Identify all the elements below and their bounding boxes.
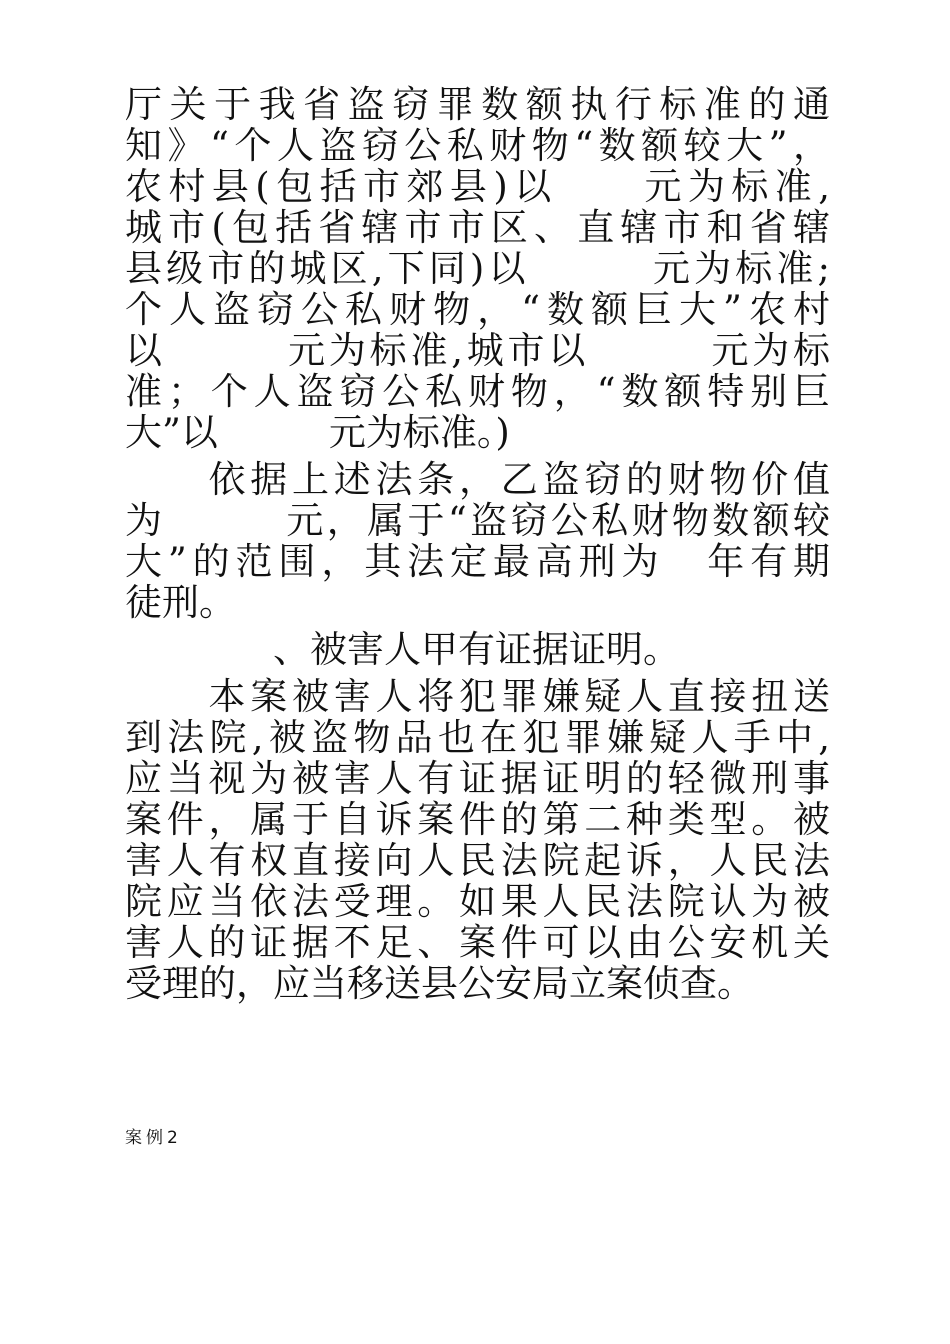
text-line: 以 元为标准,城市以 元为标 [125, 330, 830, 371]
text-line: 本案被害人将犯罪嫌疑人直接扭送 [125, 676, 830, 717]
text-line: 大”的范围，其法定最高刑为 年有期 [125, 541, 830, 582]
text-line: 厅关于我省盗窃罪数额执行标准的通 [125, 84, 830, 125]
text-line: 大”以 元为标准。) [125, 412, 510, 453]
case-label: 案例2 [125, 1128, 182, 1148]
text-line: 到法院,被盗物品也在犯罪嫌疑人手中, [125, 717, 830, 758]
text-line: 个人盗窃公私财物，“数额巨大”农村 [125, 289, 830, 330]
text-line: 农村县(包括市郊县)以 元为标准, [125, 166, 830, 207]
text-line: 害人有权直接向人民法院起诉，人民法 [125, 840, 830, 881]
text-line: 为 元，属于“盗窃公私财物数额较 [125, 500, 830, 541]
text-line: 准；个人盗窃公私财物，“数额特别巨 [125, 371, 830, 412]
text-line: 应当视为被害人有证据证明的轻微刑事 [125, 758, 830, 799]
text-line: 院应当依法受理。如果人民法院认为被 [125, 881, 830, 922]
text-line: 害人的证据不足、案件可以由公安机关 [125, 922, 830, 963]
section-heading: 、被害人甲有证据证明。 [125, 629, 680, 670]
text-line: 徒刑。 [125, 582, 236, 623]
document-body [125, 84, 830, 1004]
text-line: 受理的，应当移送县公安局立案侦查。 [125, 963, 754, 1004]
text-line: 县级市的城区,下同)以 元为标准; [125, 248, 830, 289]
text-line: 城市(包括省辖市市区、直辖市和省辖 [125, 207, 830, 248]
text-line: 依据上述法条，乙盗窃的财物价值 [125, 459, 830, 500]
text-line: 知》“个人盗窃公私财物“数额较大”， [125, 125, 830, 166]
text-line: 案件，属于自诉案件的第二种类型。被 [125, 799, 830, 840]
